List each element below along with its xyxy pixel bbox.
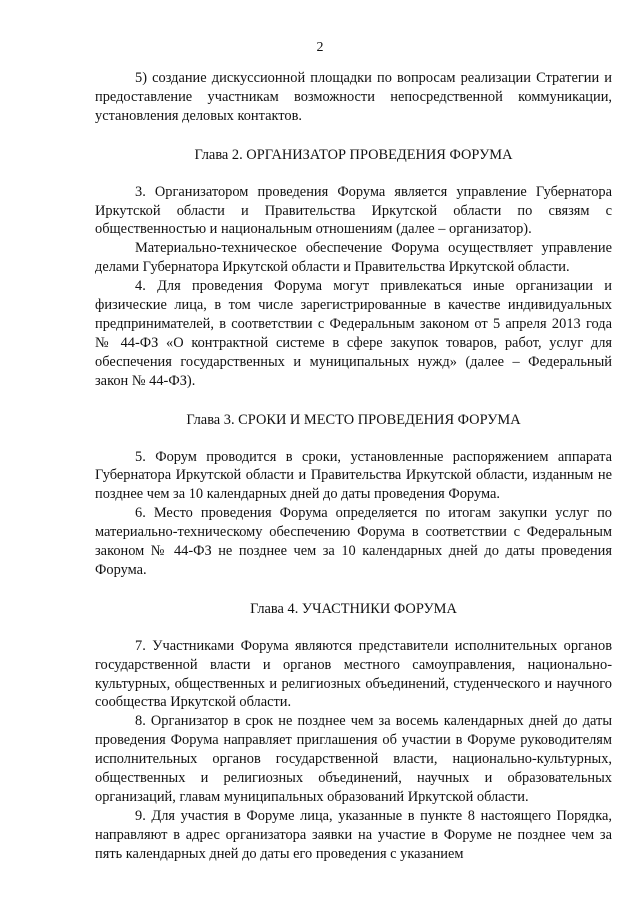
paragraph-5-dates: 5. Форум проводится в сроки, установленные распоряжением аппарата Губернатора Иркутской области и Правительства Иркутской области, изданным не позднее чем за 10 календарных дней до даты проведения Форума.	[95, 448, 612, 503]
paragraph-logistics: Материально-техническое обеспечение Форума осуществляет управление делами Губернатора Иркутской области и Правительства Иркутской области.	[95, 240, 612, 276]
heading-chapter-3: Глава 3. СРОКИ И МЕСТО ПРОВЕДЕНИЯ ФОРУМА	[186, 411, 521, 428]
heading-chapter-4: Глава 4. УЧАСТНИКИ ФОРУМА	[250, 600, 457, 617]
heading-chapter-2: Глава 2. ОРГАНИЗАТОР ПРОВЕДЕНИЯ ФОРУМА	[194, 146, 513, 163]
paragraph-5-discussion-platform: 5) создание дискуссионной площадки по вопросам реализации Стратегии и предоставление участникам возможности непосредственной коммуникации, установления деловых контактов.	[95, 70, 612, 124]
paragraph-8-invitations: 8. Организатор в срок не позднее чем за восемь календарных дней до даты проведения Форума направляет приглашения об участии в Форуме руководителям исполнительных органов государственной власти, национально-культурных, общественных и религиозных объединений, научных и образовательных организаций, главам муниципальных образований Иркутской области.	[95, 713, 612, 805]
paragraph-7-participants: 7. Участниками Форума являются представители исполнительных органов государственной власти и органов местного самоуправления, национально-культурных, общественных и религиозных объединений, студенческого и научного сообщества Иркутской области.	[95, 637, 612, 711]
paragraph-6-venue: 6. Место проведения Форума определяется по итогам закупки услуг по материально-техническому обеспечению Форума в соответствии с Федеральным законом № 44-ФЗ не позднее чем за 10 календарных дней до даты проведения Форума.	[95, 505, 612, 578]
paragraph-9-applications: 9. Для участия в Форуме лица, указанные в пункте 8 настоящего Порядка, направляют в адрес организатора заявки на участие в Форуме не позднее чем за пять календарных дней до даты его проведения с указанием	[95, 807, 612, 862]
page-number: 2	[316, 40, 324, 55]
paragraph-4-other-organizations: 4. Для проведения Форума могут привлекаться иные организации и физические лица, в том числе зарегистрированные в качестве индивидуальных предпринимателей, в соответствии с Федеральным законом от 5 апреля 2013 года № 44-ФЗ «О контрактной системе в сфере закупок товаров, работ, услуг для обеспечения государственных и муниципальных нужд» (далее – Федеральный закон № 44-ФЗ).	[95, 278, 612, 389]
paragraph-3-organizer: 3. Организатором проведения Форума является управление Губернатора Иркутской области и Правительства Иркутской области по связям с общественностью и национальным отношениям (далее – организатор).	[95, 183, 612, 238]
document-body	[95, 69, 612, 864]
